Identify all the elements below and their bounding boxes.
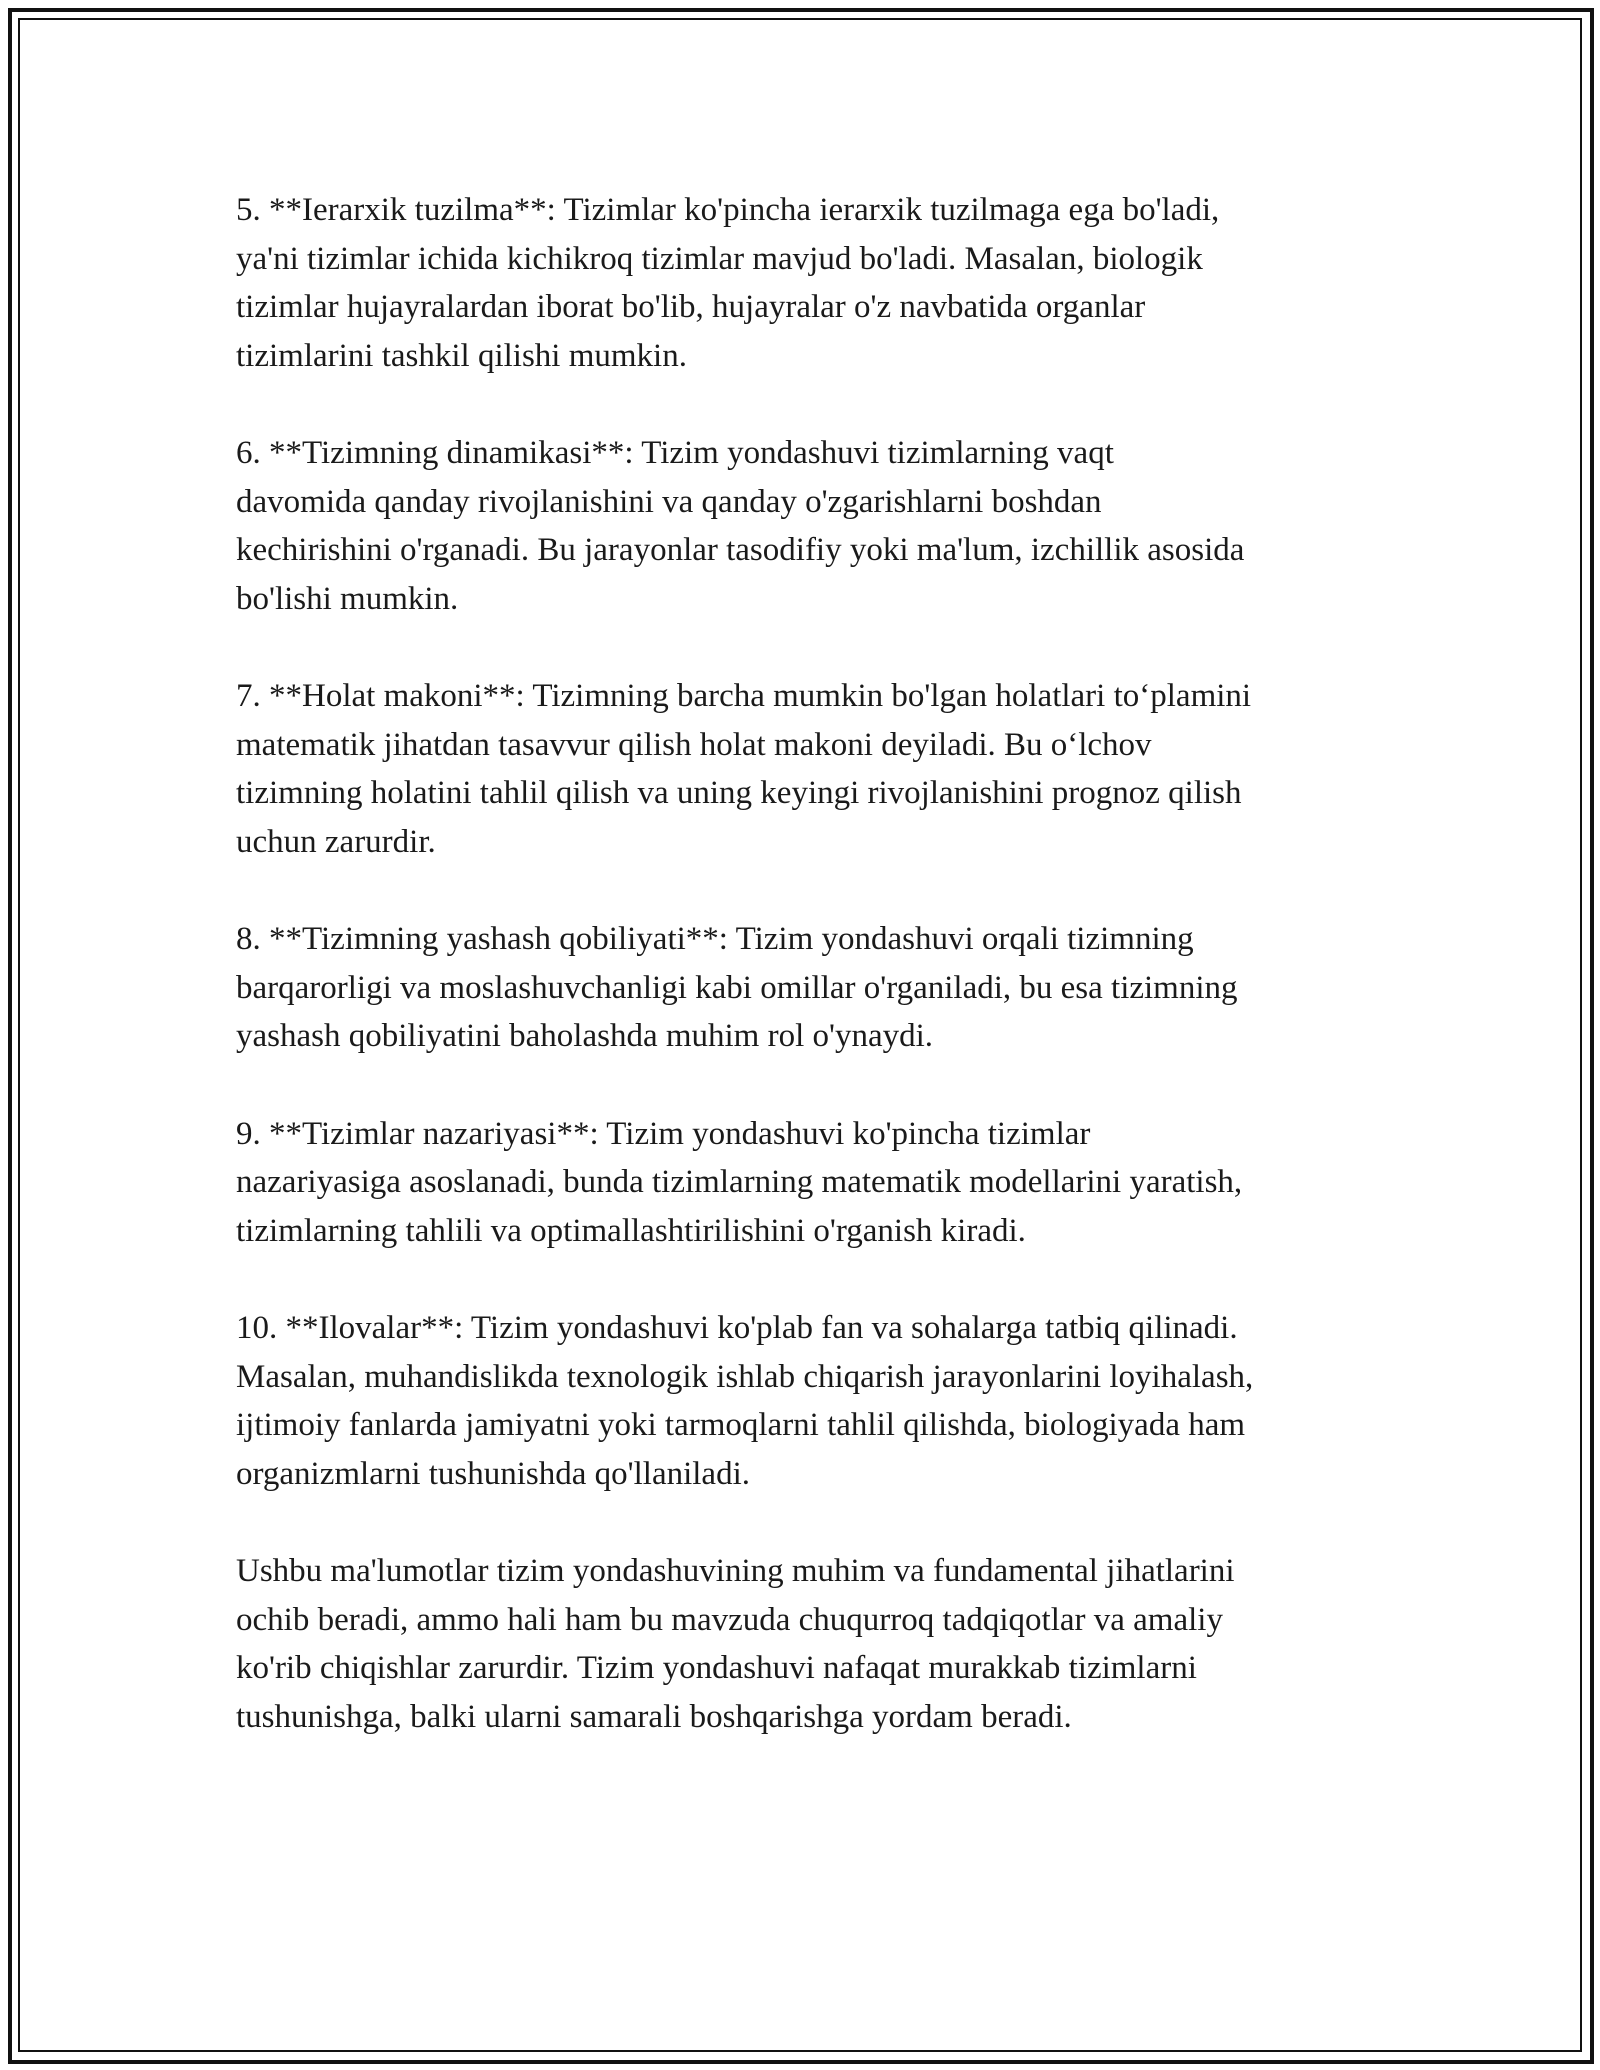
paragraph-system-dynamics: 6. **Tizimning dinamikasi**: Tizim yondashuvi tizimlarning vaqt davomida qanday rivojlanishini va qanday o'zgarishlarni boshdan kechirishini o'rganadi. Bu jarayonlar tasodifiy yoki ma'lum, izchillik asosida bo'lishi mumkin. bbox=[236, 435, 1245, 617]
paragraph-systems-theory: 9. **Tizimlar nazariyasi**: Tizim yondashuvi ko'pincha tizimlar nazariyasiga asoslanadi, bunda tizimlarning matematik modellarini yaratish, tizimlarning tahlili va optimallashtirilishini o'rganish kiradi. bbox=[236, 1115, 1243, 1249]
paragraph-applications: 10. **Ilovalar**: Tizim yondashuvi ko'plab fan va sohalarga tatbiq qilinadi. Masalan, muhandislikda texnologik ishlab chiqarish jarayonlarini loyihalash, ijtimoiy fanlarda jamiyatni yoki tarmoqlarni tahlil qilishda, biologiyada ham organizmlarni tushunishda qo'llaniladi. bbox=[236, 1310, 1254, 1492]
paragraph-system-viability: 8. **Tizimning yashash qobiliyati**: Tizim yondashuvi orqali tizimning barqarorligi va moslashuvchanligi kabi omillar o'rganiladi, bu esa tizimning yashash qobiliyatini baholashda muhim rol o'ynaydi. bbox=[236, 921, 1238, 1054]
paragraph-hierarchical-structure: 5. **Ierarxik tuzilma**: Tizimlar ko'pincha ierarxik tuzilmaga ega bo'ladi, ya'ni tizimlar ichida kichikroq tizimlar mavjud bo'ladi. Masalan, biologik tizimlar hujayralardan iborat bo'lib, hujayralar o'z navbatida organlar tizimlarini tashkil qilishi mumkin. bbox=[236, 192, 1220, 374]
document-body bbox=[236, 186, 1376, 1790]
paragraph-conclusion: Ushbu ma'lumotlar tizim yondashuvining muhim va fundamental jihatlarini ochib beradi, ammo hali ham bu mavzuda chuqurroq tadqiqotlar va amaliy ko'rib chiqishlar zarurdir. Tizim yondashuvi nafaqat murakkab tizimlarni tushunishga, balki ularni samarali boshqarishga yordam beradi. bbox=[236, 1553, 1235, 1735]
paragraph-state-space: 7. **Holat makoni**: Tizimning barcha mumkin bo'lgan holatlari to‘plamini matematik jihatdan tasavvur qilish holat makoni deyiladi. Bu o‘lchov tizimning holatini tahlil qilish va uning keyingi rivojlanishini prognoz qilish uchun zarurdir. bbox=[236, 678, 1252, 860]
